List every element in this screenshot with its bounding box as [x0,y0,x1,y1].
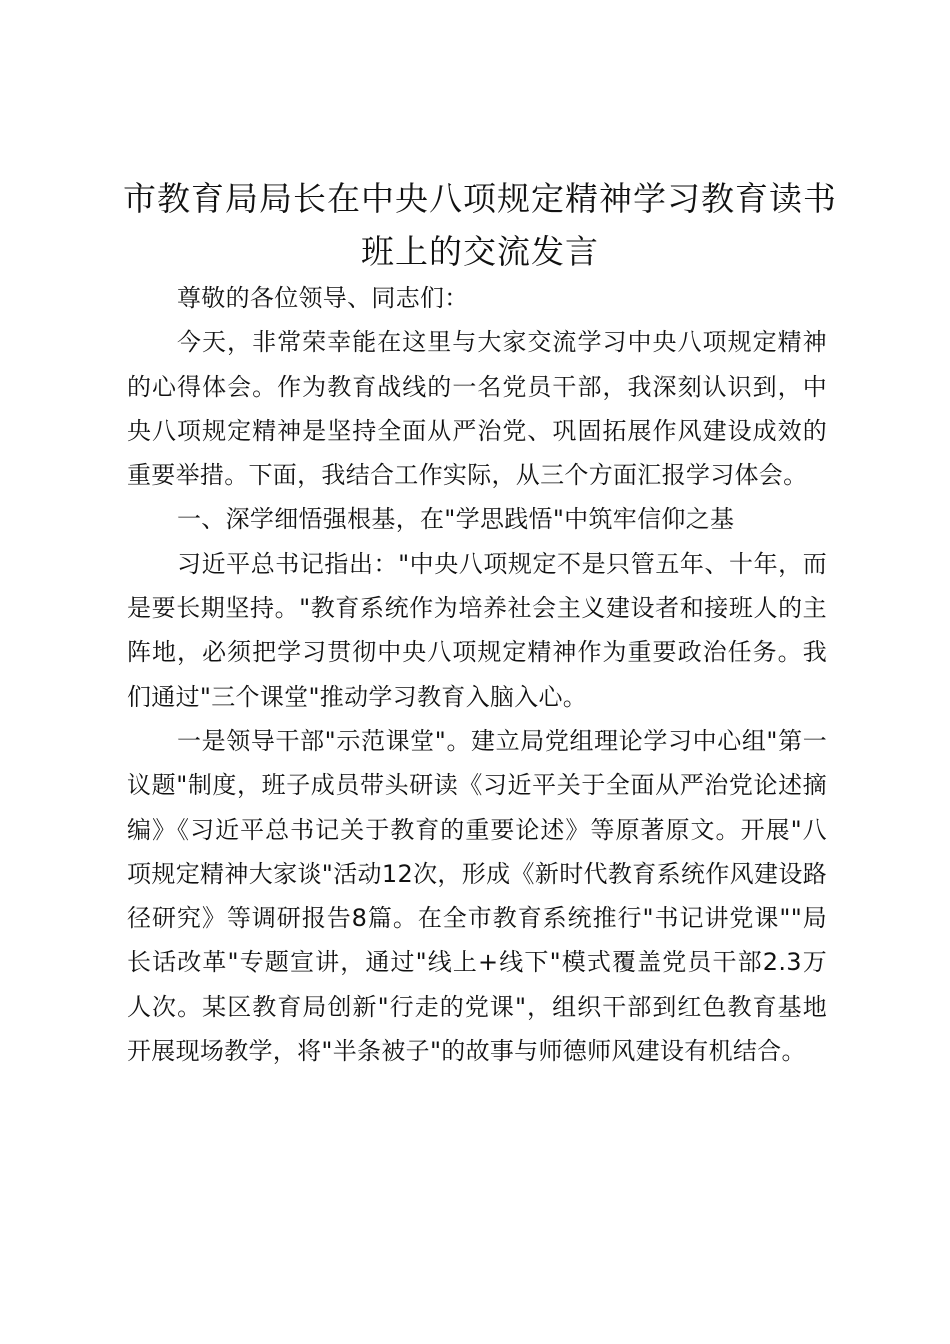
section-heading: 一、深学细悟强根基，在"学思践悟"中筑牢信仰之基 [177,505,735,534]
quote-paragraph: 习近平总书记指出："中央八项规定不是只管五年、十年，而是要长期坚持。"教育系统作为培养社会主义建设者和接班人的主阵地，必须把学习贯彻中央八项规定精神作为重要政治任务。我们通过"三个课堂"推动学习教育入脑入心。 [127,549,827,711]
salutation-paragraph: 尊敬的各位领导、同志们： [177,284,469,312]
document-title: 市教育局局长在中央八项规定精神学习教育读书班上的交流发言 [123,179,837,271]
detail-paragraph: 一是领导干部"示范课堂"。建立局党组理论学习中心组"第一议题"制度，班子成员带头研读《习近平关于全面从严治党论述摘编》《习近平总书记关于教育的重要论述》等原著原文。开展"八项规定精神大家谈"活动12次，形成《新时代教育系统作风建设路径研究》等调研报告8篇。在全市教育系统推行"书记讲党课""局长话改革"专题宣讲，通过"线上+线下"模式覆盖党员干部2.3万人次。某区教育局创新"行走的党课"，组织干部到红色教育基地开展现场教学，将"半条被子"的故事与师德师风建设有机结合。 [127,726,827,1066]
intro-paragraph: 今天，非常荣幸能在这里与大家交流学习中央八项规定精神的心得体会。作为教育战线的一名党员干部，我深刻认识到，中央八项规定精神是坚持全面从严治党、巩固拓展作风建设成效的重要举措。下面，我结合工作实际，从三个方面汇报学习体会。 [127,328,827,490]
document-body [127,276,827,1073]
